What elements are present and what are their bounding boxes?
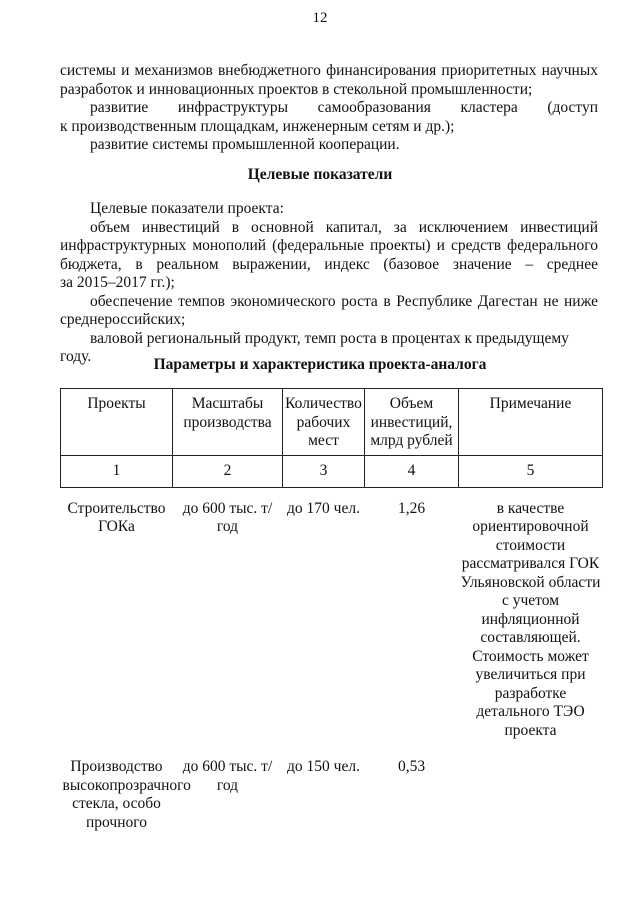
indicator-line: за 2015–2017 гг.);: [60, 274, 175, 291]
cell-jobs: до 170 чел.: [287, 499, 360, 517]
indicator-line: Целевые показатели проекта:: [90, 200, 284, 217]
cell-scale: до 600 тыс. т/год: [182, 499, 273, 535]
cell-note: [459, 754, 603, 832]
analog-project-table: [60, 388, 603, 832]
indicator-line: обеспечение темпов экономического роста в Республике Дагестан не ниже: [90, 292, 598, 310]
cell-project: Строительство ГОКа: [67, 499, 166, 535]
cell-investment: 0,53: [397, 758, 426, 775]
indicator-line: бюджета, в реальном выражении, индекс (базовое значение – среднее: [60, 255, 598, 273]
indicator-line: валовой региональный продукт, темп роста в процентах к предыдущему году.: [60, 329, 569, 365]
cell-project: Производство высокопрозрачного стекла, особо прочного: [62, 758, 191, 831]
column-number: 5: [459, 456, 603, 488]
intro-line: разработок и инновационных проектов в стекольной промышленности;: [60, 80, 533, 98]
column-number: 4: [365, 456, 459, 488]
indicator-line: инфраструктурных монополий (федеральные проекты) и средств федерального: [60, 237, 598, 254]
column-number: 2: [173, 456, 283, 488]
column-number: 3: [283, 456, 365, 488]
indicator-line: среднероссийских;: [60, 311, 186, 328]
header-note: Примечание: [459, 389, 603, 456]
header-jobs: Количество рабочих мест: [283, 389, 365, 456]
column-number: 1: [61, 456, 173, 488]
table-header-row: [61, 389, 603, 456]
header-scale: Масштабы производства: [173, 389, 283, 456]
target-indicators-text: [60, 200, 598, 367]
cell-investment: 1,26: [397, 499, 426, 517]
section-title-target-indicators: Целевые показатели: [247, 166, 393, 183]
cell-note: в качестве ориентировочной стоимости рассматривался ГОК Ульяновской области с учетом инфляционной составляющей. Стоимость может увеличиться при разработке детального ТЭО проекта: [460, 499, 601, 739]
cell-jobs: до 150 чел.: [287, 758, 360, 775]
column-number-row: [61, 456, 603, 488]
header-projects: Проекты: [61, 389, 173, 456]
table-row: [61, 754, 603, 832]
intro-line: к производственным площадкам, инженерным сетям и др.);: [60, 117, 455, 135]
page-number: 12: [312, 10, 328, 26]
indicator-line: объем инвестиций в основной капитал, за исключением инвестиций: [90, 218, 598, 236]
intro-line: развитие системы промышленной кооперации.: [90, 136, 400, 153]
intro-text: [60, 62, 598, 155]
table-row: [61, 487, 603, 754]
intro-line: развитие инфраструктуры самообразования кластера (доступ: [90, 99, 598, 116]
header-investment: Объем инвестиций, млрд рублей: [365, 389, 459, 456]
cell-scale: до 600 тыс. т/год: [182, 758, 273, 794]
intro-line: системы и механизмов внебюджетного финансирования приоритетных научных: [60, 62, 598, 79]
section-title-analog-project: Параметры и характеристика проекта-аналога: [153, 356, 487, 373]
